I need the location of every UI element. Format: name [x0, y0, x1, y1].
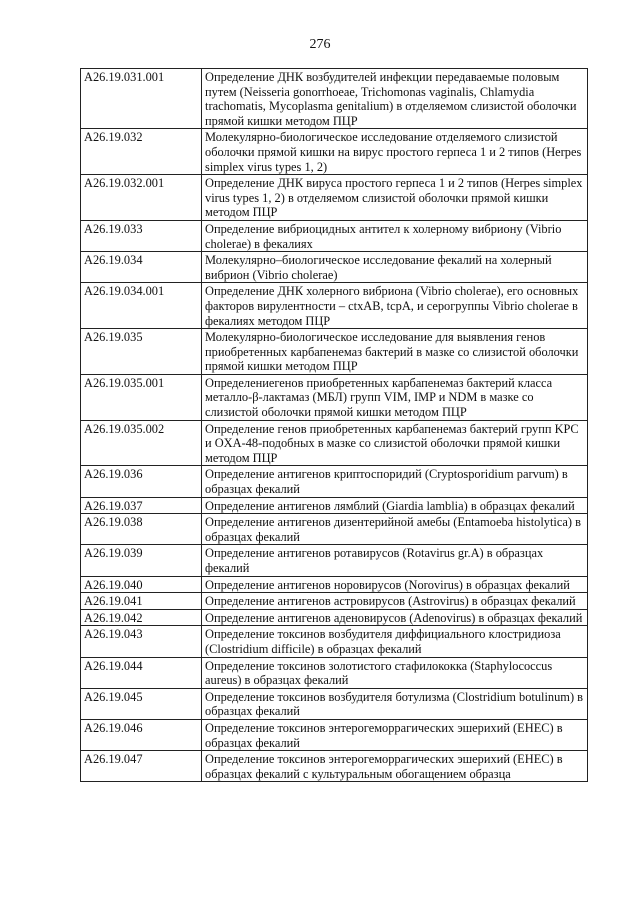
- service-code: А26.19.047: [81, 751, 202, 782]
- service-code: А26.19.040: [81, 576, 202, 593]
- table-row: [81, 252, 588, 283]
- service-code: А26.19.045: [81, 688, 202, 719]
- service-code: А26.19.032: [81, 129, 202, 175]
- table-body: [81, 69, 588, 782]
- table-row: [81, 129, 588, 175]
- table-row: [81, 329, 588, 375]
- service-description: Определение антигенов криптоспоридий (Cryptosporidium parvum) в образцах фекалий: [202, 466, 588, 497]
- service-code: А26.19.036: [81, 466, 202, 497]
- table-row: [81, 69, 588, 129]
- service-code: А26.19.038: [81, 514, 202, 545]
- service-description: Молекулярно-биологическое исследование для выявления генов приобретенных карбапенемаз бактерий в мазке со слизистой оболочки прямой кишки методом ПЦР: [202, 329, 588, 375]
- service-description: Молекулярно–биологическое исследование фекалий на холерный вибрион (Vibrio cholerae): [202, 252, 588, 283]
- service-codes-table: [80, 68, 588, 782]
- service-description: Определение антигенов астровирусов (Astrovirus) в образцах фекалий: [202, 593, 588, 610]
- table-row: [81, 751, 588, 782]
- service-description: Определение антигенов норовирусов (Norovirus) в образцах фекалий: [202, 576, 588, 593]
- service-code: А26.19.035.001: [81, 374, 202, 420]
- table-row: [81, 374, 588, 420]
- table-row: [81, 593, 588, 610]
- table-row: [81, 576, 588, 593]
- service-description: Определение антигенов аденовирусов (Adenovirus) в образцах фекалий: [202, 609, 588, 626]
- service-code: А26.19.034.001: [81, 283, 202, 329]
- service-description: Определение антигенов лямблий (Giardia lamblia) в образцах фекалий: [202, 497, 588, 514]
- table-row: [81, 175, 588, 221]
- table-row: [81, 545, 588, 576]
- service-description: Определение антигенов дизентерийной амебы (Entamoeba histolytica) в образцах фекалий: [202, 514, 588, 545]
- service-description: Определение ДНК возбудителей инфекции передаваемые половым путем (Neisseria gonorrhoeae, Trichomonas vaginalis, Chlamydia trachomatis, Mycoplasma genitalium) в отделяемом слизистой оболочки прямой кишки методом ПЦР: [202, 69, 588, 129]
- table-row: [81, 657, 588, 688]
- table-row: [81, 466, 588, 497]
- service-description: Определение генов приобретенных карбапенемаз бактерий групп KPC и OXA-48-подобных в мазке со слизистой оболочки прямой кишки методом ПЦР: [202, 420, 588, 466]
- service-description: Определение токсинов энтерогеморрагических эшерихий (EHEC) в образцах фекалий: [202, 719, 588, 750]
- service-code: А26.19.039: [81, 545, 202, 576]
- table-row: [81, 497, 588, 514]
- table-row: [81, 283, 588, 329]
- service-description: Молекулярно-биологическое исследование отделяемого слизистой оболочки прямой кишки на вирус простого герпеса 1 и 2 типов (Herpes simplex virus types 1, 2): [202, 129, 588, 175]
- table-row: [81, 420, 588, 466]
- service-code: А26.19.032.001: [81, 175, 202, 221]
- table-row: [81, 688, 588, 719]
- service-description: Определение ДНК холерного вибриона (Vibrio cholerae), его основных факторов вирулентности – ctxAB, tcpA, и серогруппы Vibrio cholerae в фекалиях методом ПЦР: [202, 283, 588, 329]
- service-code: А26.19.033: [81, 220, 202, 251]
- table-row: [81, 626, 588, 657]
- service-code: А26.19.041: [81, 593, 202, 610]
- page-number: 276: [309, 37, 331, 52]
- service-description: Определение вибриоцидных антител к холерному вибриону (Vibrio cholerae) в фекалиях: [202, 220, 588, 251]
- service-description: Определение токсинов золотистого стафилококка (Staphylococcus aureus) в образцах фекалий: [202, 657, 588, 688]
- service-code: А26.19.035: [81, 329, 202, 375]
- service-description: Определение токсинов возбудителя диффициального клостридиоза (Clostridium difficile) в образцах фекалий: [202, 626, 588, 657]
- service-description: Определение ДНК вируса простого герпеса 1 и 2 типов (Herpes simplex virus types 1, 2) в отделяемом слизистой оболочки прямой кишки методом ПЦР: [202, 175, 588, 221]
- service-code: А26.19.043: [81, 626, 202, 657]
- service-code: А26.19.044: [81, 657, 202, 688]
- service-code: А26.19.034: [81, 252, 202, 283]
- service-description: Определение токсинов энтерогеморрагических эшерихий (EHEC) в образцах фекалий с культуральным обогащением образца: [202, 751, 588, 782]
- table-row: [81, 719, 588, 750]
- service-description: Определение антигенов ротавирусов (Rotavirus gr.A) в образцах фекалий: [202, 545, 588, 576]
- table-row: [81, 514, 588, 545]
- service-code: А26.19.035.002: [81, 420, 202, 466]
- service-code: А26.19.042: [81, 609, 202, 626]
- table-row: [81, 220, 588, 251]
- service-code: А26.19.037: [81, 497, 202, 514]
- service-description: Определениегенов приобретенных карбапенемаз бактерий класса металло-β-лактамаз (МБЛ) групп VIM, IMP и NDM в мазке со слизистой оболочки прямой кишки методом ПЦР: [202, 374, 588, 420]
- table-row: [81, 609, 588, 626]
- service-code: А26.19.046: [81, 719, 202, 750]
- service-description: Определение токсинов возбудителя ботулизма (Clostridium botulinum) в образцах фекалий: [202, 688, 588, 719]
- service-code: А26.19.031.001: [81, 69, 202, 129]
